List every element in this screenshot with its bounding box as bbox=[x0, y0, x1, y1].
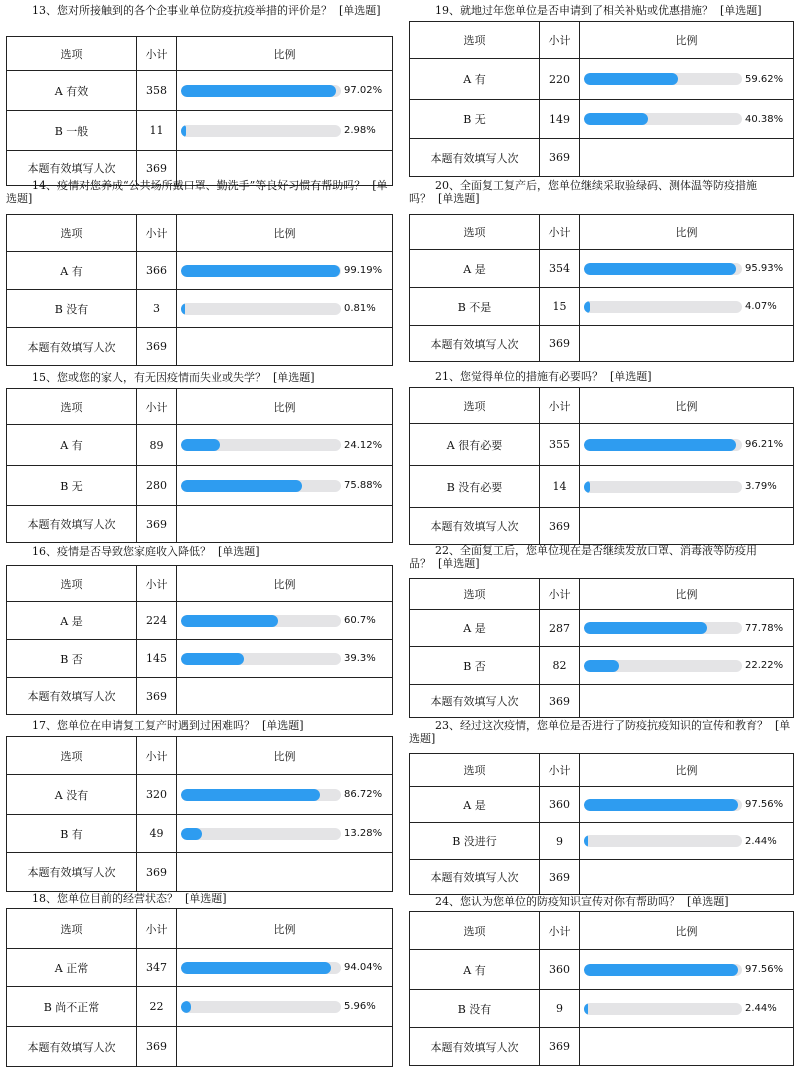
progress-track bbox=[584, 481, 742, 493]
progress-track bbox=[181, 265, 341, 277]
option-row bbox=[410, 100, 794, 139]
option-ratio bbox=[580, 466, 794, 508]
progress-fill bbox=[181, 85, 336, 97]
header-row bbox=[410, 388, 794, 424]
header-row bbox=[7, 389, 393, 425]
progress-fill bbox=[181, 439, 220, 451]
progress-fill bbox=[584, 439, 736, 451]
progress-track bbox=[181, 962, 341, 974]
header-ratio: 比例 bbox=[177, 37, 393, 71]
option-row bbox=[7, 640, 393, 678]
header-ratio: 比例 bbox=[177, 566, 393, 602]
option-label: A 正常 bbox=[7, 949, 137, 987]
progress-fill bbox=[584, 964, 738, 976]
total-row bbox=[410, 326, 794, 362]
option-ratio bbox=[580, 647, 794, 685]
progress-track bbox=[584, 1003, 742, 1015]
header-option: 选项 bbox=[410, 754, 540, 787]
percent-label: 97.02% bbox=[344, 85, 383, 96]
option-count: 3 bbox=[137, 290, 177, 328]
progress-track bbox=[181, 615, 341, 627]
progress-fill bbox=[584, 660, 619, 672]
option-ratio bbox=[580, 100, 794, 139]
progress-track bbox=[181, 439, 341, 451]
option-row bbox=[410, 610, 794, 647]
percent-label: 94.04% bbox=[344, 962, 383, 973]
progress-fill bbox=[181, 265, 340, 277]
total-label: 本题有效填写人次 bbox=[410, 860, 540, 895]
option-ratio bbox=[580, 990, 794, 1028]
header-row bbox=[7, 37, 393, 71]
option-label: A 有 bbox=[410, 950, 540, 990]
option-ratio bbox=[177, 111, 393, 151]
question-title: 14、疫情对您养成“公共场所戴口罩、勤洗手”等良好习惯有帮助吗？ [单选题] bbox=[6, 179, 388, 205]
total-row bbox=[410, 860, 794, 895]
option-count: 355 bbox=[540, 424, 580, 466]
progress-track bbox=[584, 263, 742, 275]
percent-label: 77.78% bbox=[745, 622, 784, 634]
option-row bbox=[410, 250, 794, 288]
progress-track bbox=[181, 303, 341, 315]
percent-label: 2.98% bbox=[344, 125, 376, 136]
percent-label: 96.21% bbox=[745, 439, 784, 450]
header-row bbox=[410, 215, 794, 250]
total-label: 本题有效填写人次 bbox=[410, 139, 540, 177]
option-label: A 是 bbox=[410, 610, 540, 647]
question-title: 22、全面复工后，您单位现在是否继续发放口罩、消毒液等防疫用品？ [单选题] bbox=[409, 544, 757, 570]
percent-label: 4.07% bbox=[745, 301, 777, 312]
option-ratio bbox=[580, 823, 794, 860]
total-count: 369 bbox=[137, 853, 177, 892]
option-row bbox=[7, 425, 393, 466]
result-table bbox=[6, 214, 393, 366]
header-row bbox=[410, 579, 794, 610]
progress-fill bbox=[584, 301, 590, 313]
percent-label: 24.12% bbox=[344, 439, 383, 451]
header-option: 选项 bbox=[410, 579, 540, 610]
progress-fill bbox=[584, 73, 678, 85]
option-count: 49 bbox=[137, 815, 177, 853]
total-count: 369 bbox=[540, 1028, 580, 1066]
option-row bbox=[7, 290, 393, 328]
header-ratio: 比例 bbox=[177, 389, 393, 425]
percent-label: 13.28% bbox=[344, 828, 383, 839]
option-ratio bbox=[177, 425, 393, 466]
total-label: 本题有效填写人次 bbox=[7, 328, 137, 366]
option-ratio bbox=[580, 610, 794, 647]
header-count: 小计 bbox=[540, 579, 580, 610]
result-table bbox=[409, 911, 794, 1066]
option-label: B 没有必要 bbox=[410, 466, 540, 508]
total-row bbox=[410, 139, 794, 177]
option-row bbox=[410, 990, 794, 1028]
percent-label: 39.3% bbox=[344, 653, 376, 664]
option-ratio bbox=[177, 71, 393, 111]
option-row bbox=[7, 71, 393, 111]
header-row bbox=[410, 754, 794, 787]
option-label: A 很有必要 bbox=[410, 424, 540, 466]
percent-label: 5.96% bbox=[344, 1001, 376, 1012]
percent-label: 95.93% bbox=[745, 263, 784, 274]
header-option: 选项 bbox=[7, 389, 137, 425]
option-count: 89 bbox=[137, 425, 177, 466]
option-label: A 是 bbox=[410, 787, 540, 823]
option-row bbox=[7, 775, 393, 815]
option-count: 320 bbox=[137, 775, 177, 815]
header-option: 选项 bbox=[410, 22, 540, 59]
percent-label: 97.56% bbox=[745, 964, 784, 975]
option-count: 360 bbox=[540, 787, 580, 823]
header-count: 小计 bbox=[137, 737, 177, 775]
option-label: A 是 bbox=[7, 602, 137, 640]
header-row bbox=[410, 22, 794, 59]
option-count: 347 bbox=[137, 949, 177, 987]
option-row bbox=[410, 823, 794, 860]
option-ratio bbox=[580, 424, 794, 466]
header-option: 选项 bbox=[7, 909, 137, 949]
option-label: B 无 bbox=[410, 100, 540, 139]
total-row bbox=[7, 328, 393, 366]
progress-track bbox=[584, 113, 742, 125]
option-label: B 没进行 bbox=[410, 823, 540, 860]
option-count: 360 bbox=[540, 950, 580, 990]
total-count: 369 bbox=[137, 328, 177, 366]
option-ratio bbox=[580, 250, 794, 288]
option-row bbox=[410, 647, 794, 685]
progress-fill bbox=[181, 962, 331, 974]
option-ratio bbox=[177, 949, 393, 987]
progress-fill bbox=[584, 263, 736, 275]
total-row bbox=[7, 506, 393, 543]
progress-fill bbox=[584, 835, 588, 847]
progress-fill bbox=[584, 481, 590, 493]
option-ratio bbox=[177, 252, 393, 290]
percent-label: 3.79% bbox=[745, 481, 777, 492]
question-title: 21、您觉得单位的措施有必要吗？ [单选题] bbox=[435, 370, 652, 383]
progress-track bbox=[181, 85, 341, 97]
header-count: 小计 bbox=[540, 388, 580, 424]
total-row bbox=[410, 508, 794, 545]
header-ratio: 比例 bbox=[580, 388, 794, 424]
header-ratio: 比例 bbox=[580, 22, 794, 59]
option-ratio bbox=[177, 290, 393, 328]
header-row bbox=[7, 215, 393, 252]
option-ratio bbox=[580, 59, 794, 100]
total-label: 本题有效填写人次 bbox=[7, 853, 137, 892]
progress-fill bbox=[584, 1003, 588, 1015]
option-label: B 一般 bbox=[7, 111, 137, 151]
percent-label: 0.81% bbox=[344, 303, 376, 314]
total-row bbox=[7, 853, 393, 892]
progress-track bbox=[584, 301, 742, 313]
progress-fill bbox=[181, 125, 186, 137]
option-label: B 否 bbox=[410, 647, 540, 685]
total-row bbox=[410, 1028, 794, 1066]
option-count: 149 bbox=[540, 100, 580, 139]
option-row bbox=[410, 59, 794, 100]
option-label: B 尚不正常 bbox=[7, 987, 137, 1027]
total-count: 369 bbox=[137, 151, 177, 186]
option-row bbox=[410, 950, 794, 990]
option-count: 358 bbox=[137, 71, 177, 111]
header-row bbox=[7, 909, 393, 949]
progress-track bbox=[181, 653, 341, 665]
header-count: 小计 bbox=[137, 215, 177, 252]
progress-fill bbox=[181, 789, 320, 801]
option-label: A 没有 bbox=[7, 775, 137, 815]
option-count: 14 bbox=[540, 466, 580, 508]
header-option: 选项 bbox=[410, 215, 540, 250]
option-row bbox=[7, 987, 393, 1027]
option-row bbox=[7, 949, 393, 987]
header-ratio: 比例 bbox=[580, 215, 794, 250]
option-row bbox=[410, 288, 794, 326]
option-row bbox=[7, 466, 393, 506]
total-row bbox=[7, 678, 393, 715]
header-option: 选项 bbox=[7, 37, 137, 71]
progress-track bbox=[584, 622, 742, 634]
total-row bbox=[7, 1027, 393, 1067]
header-count: 小计 bbox=[137, 37, 177, 71]
option-ratio bbox=[177, 815, 393, 853]
option-row bbox=[410, 787, 794, 823]
progress-track bbox=[181, 480, 341, 492]
header-ratio: 比例 bbox=[580, 579, 794, 610]
option-ratio bbox=[177, 466, 393, 506]
total-row bbox=[410, 685, 794, 718]
header-ratio: 比例 bbox=[177, 737, 393, 775]
total-label: 本题有效填写人次 bbox=[410, 685, 540, 718]
option-label: B 不是 bbox=[410, 288, 540, 326]
option-row bbox=[7, 111, 393, 151]
percent-label: 86.72% bbox=[344, 789, 383, 800]
question-title: 16、疫情是否导致您家庭收入降低？ [单选题] bbox=[32, 545, 260, 558]
percent-label: 60.7% bbox=[344, 615, 376, 626]
result-table bbox=[6, 388, 393, 543]
header-row bbox=[410, 912, 794, 950]
option-ratio bbox=[580, 787, 794, 823]
option-row bbox=[410, 466, 794, 508]
result-table bbox=[409, 578, 794, 718]
progress-fill bbox=[181, 1001, 191, 1013]
result-table bbox=[6, 908, 393, 1067]
header-count: 小计 bbox=[540, 912, 580, 950]
header-count: 小计 bbox=[137, 566, 177, 602]
option-count: 22 bbox=[137, 987, 177, 1027]
percent-label: 75.88% bbox=[344, 480, 383, 491]
header-ratio: 比例 bbox=[177, 215, 393, 252]
progress-track bbox=[181, 125, 341, 137]
option-ratio bbox=[177, 775, 393, 815]
option-count: 354 bbox=[540, 250, 580, 288]
header-count: 小计 bbox=[540, 215, 580, 250]
question-title: 13、您对所接触到的各个企事业单位防疫抗疫举措的评价是？ [单选题] bbox=[32, 4, 381, 17]
question-title: 20、全面复工复产后，您单位继续采取验绿码、测体温等防疫措施吗？ [单选题] bbox=[409, 179, 757, 205]
result-table bbox=[6, 36, 393, 186]
option-label: B 否 bbox=[7, 640, 137, 678]
option-label: B 有 bbox=[7, 815, 137, 853]
total-label: 本题有效填写人次 bbox=[410, 326, 540, 362]
header-option: 选项 bbox=[410, 912, 540, 950]
total-count: 369 bbox=[540, 860, 580, 895]
progress-fill bbox=[584, 113, 648, 125]
progress-track bbox=[584, 835, 742, 847]
total-label: 本题有效填写人次 bbox=[7, 506, 137, 543]
progress-fill bbox=[584, 622, 707, 634]
option-row bbox=[7, 252, 393, 290]
total-count: 369 bbox=[540, 685, 580, 718]
percent-label: 97.56% bbox=[745, 799, 784, 810]
header-ratio: 比例 bbox=[580, 754, 794, 787]
option-count: 11 bbox=[137, 111, 177, 151]
result-table bbox=[409, 753, 794, 895]
progress-track bbox=[584, 439, 742, 451]
result-table bbox=[6, 565, 393, 715]
header-option: 选项 bbox=[7, 737, 137, 775]
option-count: 224 bbox=[137, 602, 177, 640]
percent-label: 40.38% bbox=[745, 113, 784, 125]
progress-fill bbox=[181, 480, 302, 492]
option-count: 366 bbox=[137, 252, 177, 290]
progress-track bbox=[584, 73, 742, 85]
header-count: 小计 bbox=[137, 909, 177, 949]
progress-fill bbox=[181, 653, 244, 665]
progress-fill bbox=[181, 615, 278, 627]
option-count: 145 bbox=[137, 640, 177, 678]
progress-fill bbox=[181, 303, 185, 315]
option-count: 280 bbox=[137, 466, 177, 506]
option-count: 15 bbox=[540, 288, 580, 326]
progress-track bbox=[584, 660, 742, 672]
header-option: 选项 bbox=[7, 215, 137, 252]
progress-track bbox=[181, 1001, 341, 1013]
option-count: 9 bbox=[540, 990, 580, 1028]
option-count: 287 bbox=[540, 610, 580, 647]
result-table bbox=[409, 387, 794, 545]
result-table bbox=[409, 21, 794, 177]
total-label: 本题有效填写人次 bbox=[410, 508, 540, 545]
header-ratio: 比例 bbox=[177, 909, 393, 949]
percent-label: 99.19% bbox=[344, 265, 383, 276]
total-count: 369 bbox=[137, 1027, 177, 1067]
total-label: 本题有效填写人次 bbox=[410, 1028, 540, 1066]
option-label: A 是 bbox=[410, 250, 540, 288]
header-option: 选项 bbox=[410, 388, 540, 424]
total-count: 369 bbox=[137, 678, 177, 715]
question-title: 18、您单位目前的经营状态？ [单选题] bbox=[32, 892, 227, 905]
option-ratio bbox=[177, 602, 393, 640]
question-title: 15、您或您的家人，有无因疫情而失业或失学？ [单选题] bbox=[32, 371, 315, 384]
option-row bbox=[7, 602, 393, 640]
option-label: B 没有 bbox=[7, 290, 137, 328]
total-count: 369 bbox=[137, 506, 177, 543]
option-label: A 有效 bbox=[7, 71, 137, 111]
total-count: 369 bbox=[540, 508, 580, 545]
option-ratio bbox=[177, 640, 393, 678]
progress-track bbox=[584, 799, 742, 811]
total-label: 本题有效填写人次 bbox=[7, 678, 137, 715]
total-count: 369 bbox=[540, 139, 580, 177]
option-label: B 没有 bbox=[410, 990, 540, 1028]
progress-track bbox=[181, 828, 341, 840]
progress-fill bbox=[584, 799, 738, 811]
option-ratio bbox=[580, 950, 794, 990]
header-row bbox=[7, 737, 393, 775]
percent-label: 2.44% bbox=[745, 835, 777, 847]
progress-track bbox=[181, 789, 341, 801]
header-count: 小计 bbox=[137, 389, 177, 425]
header-row bbox=[7, 566, 393, 602]
question-title: 24、您认为您单位的防疫知识宣传对你有帮助吗？ [单选题] bbox=[435, 895, 729, 908]
option-row bbox=[410, 424, 794, 466]
result-table bbox=[6, 736, 393, 892]
result-table bbox=[409, 214, 794, 362]
progress-fill bbox=[181, 828, 202, 840]
option-count: 82 bbox=[540, 647, 580, 685]
option-label: A 有 bbox=[7, 425, 137, 466]
option-ratio bbox=[177, 987, 393, 1027]
percent-label: 59.62% bbox=[745, 73, 784, 85]
total-count: 369 bbox=[540, 326, 580, 362]
question-title: 17、您单位在申请复工复产时遇到过困难吗？ [单选题] bbox=[32, 719, 304, 732]
option-label: A 有 bbox=[410, 59, 540, 100]
header-option: 选项 bbox=[7, 566, 137, 602]
header-count: 小计 bbox=[540, 754, 580, 787]
percent-label: 22.22% bbox=[745, 660, 784, 671]
total-label: 本题有效填写人次 bbox=[7, 1027, 137, 1067]
option-row bbox=[7, 815, 393, 853]
question-title: 19、就地过年您单位是否申请到了相关补贴或优惠措施？ [单选题] bbox=[435, 4, 762, 17]
header-count: 小计 bbox=[540, 22, 580, 59]
option-label: A 有 bbox=[7, 252, 137, 290]
header-ratio: 比例 bbox=[580, 912, 794, 950]
option-ratio bbox=[580, 288, 794, 326]
total-label: 本题有效填写人次 bbox=[7, 151, 137, 186]
percent-label: 2.44% bbox=[745, 1003, 777, 1014]
option-label: B 无 bbox=[7, 466, 137, 506]
option-count: 9 bbox=[540, 823, 580, 860]
question-title: 23、经过这次疫情，您单位是否进行了防疫抗疫知识的宣传和教育？ [单选题] bbox=[409, 719, 791, 745]
option-count: 220 bbox=[540, 59, 580, 100]
progress-track bbox=[584, 964, 742, 976]
